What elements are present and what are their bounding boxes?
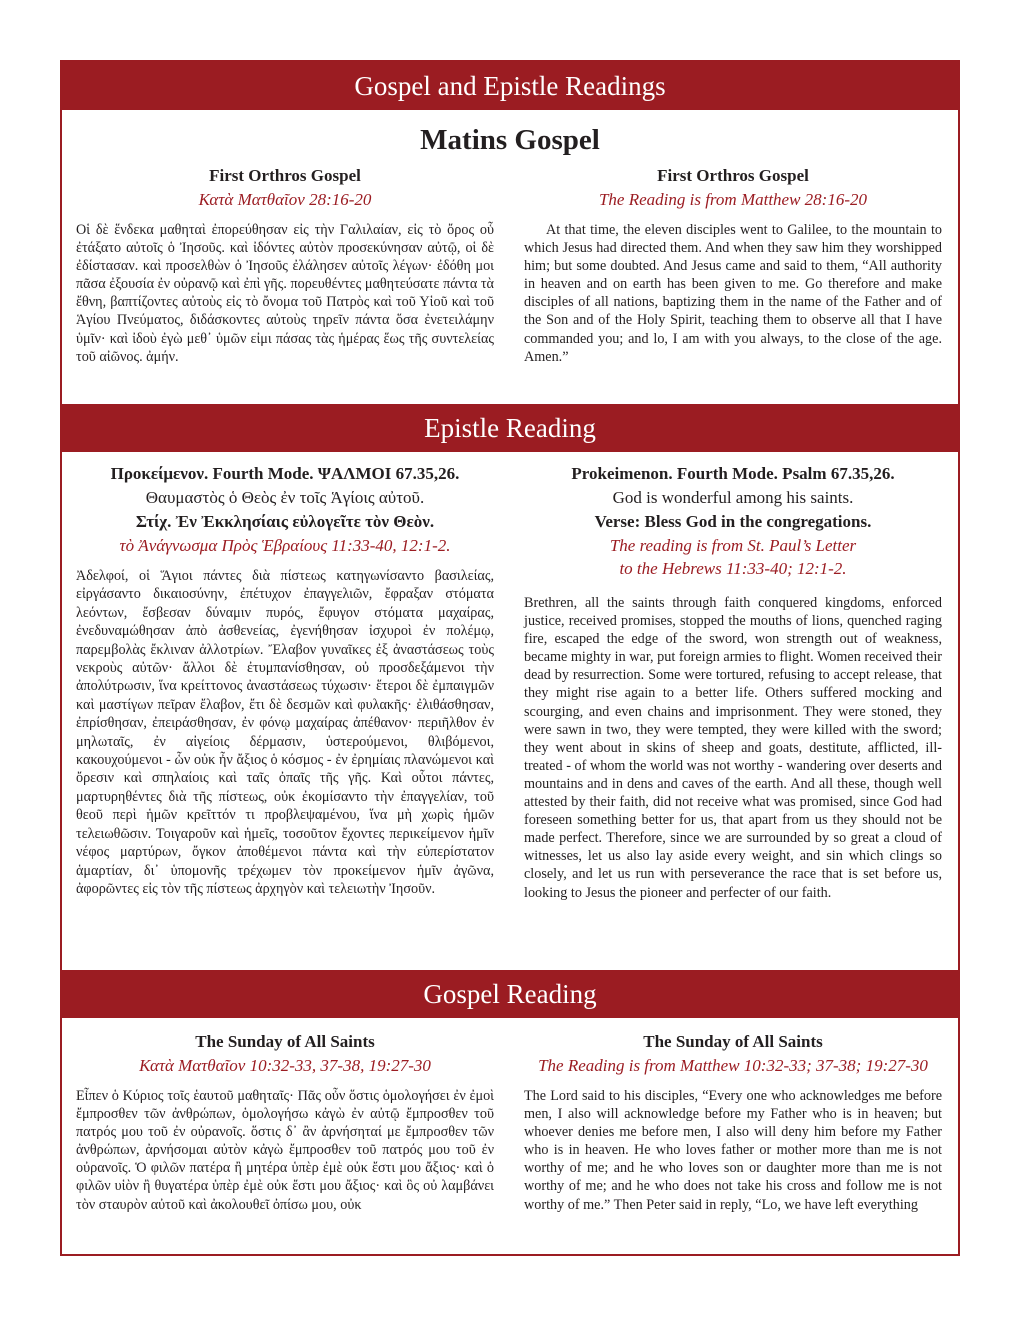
epistle-greek-column [76,462,494,898]
section-banner-gospel [62,970,958,1018]
gospel-greek-text: Εἶπεν ὁ Κύριος τοῖς ἑαυτοῦ μαθηταῖς· Πᾶς οὖν ὅστις ὁμολογήσει ἐν ἐμοὶ ἔμπροσθεν τῶν ἀνθρώπων, ὁμολογήσω κἀγὼ ἐν αὐτῷ ἔμπροσθεν τοῦ πατρός μου τοῦ ἐν οὐρανοῖς. ὅστις δ᾿ ἂν ἀρνήσηταί με ἔμπροσθεν τῶν ἀνθρώπων, ἀρνήσομαι αὐτὸν κἀγὼ ἔμπροσθεν τοῦ πατρός μου τοῦ ἐν οὐρανοῖς. Ὁ φιλῶν πατέρα ἢ μητέρα ὑπὲρ ἐμὲ οὐκ ἔστι μου ἄξιος· καὶ ὁ φιλῶν υἱὸν ἢ θυγατέρα ὑπὲρ ἐμὲ οὐκ ἔστι μου ἄξιος· καὶ ὃς οὐ λαμβάνει τὸν σταυρὸν αὐτοῦ καὶ ἀκολουθεῖ ὀπίσω μου, οὐκ [76,1088,494,1213]
gospel-english-text: The Lord said to his disciples, “Every one who acknowledges me before men, I also will acknowledge before my Father who is in heaven; but whoever denies me before men, I also will deny him before my Father who is in heaven. He who loves father or mother more than me is not worthy of me; and he who loves son or daughter more than me is not worthy of me; and he who does not take his cross and follow me is not worthy of me.” Then Peter said in reply, “Lo, we have left everything [524,1088,942,1213]
matins-greek-reference: Κατὰ Ματθαῖον 28:16-20 [198,190,372,209]
epistle-english-column [524,462,942,902]
gospel-english-column [524,1030,942,1214]
matins-title: Matins Gospel [420,124,600,156]
matins-greek-heading: First Orthros Gospel [209,166,361,185]
gospel-greek-column [76,1030,494,1214]
matins-greek-text: Οἱ δὲ ἕνδεκα μαθηταὶ ἐπορεύθησαν εἰς τὴν Γαλιλαίαν, εἰς τὸ ὄρος οὗ ἐτάξατο αὐτοῖς ὁ Ἰησοῦς. καὶ ἰδόντες αὐτὸν προσεκύνησαν αὐτῷ, οἱ δὲ ἐδίστασαν. καὶ προσελθὼν ὁ Ἰησοῦς ἐλάλησεν αὐτοῖς λέγων· ἐδόθη μοι πᾶσα ἐξουσία ἐν οὐρανῷ καὶ ἐπὶ γῆς. πορευθέντες μαθητεύσατε πάντα τὰ ἔθνη, βαπτίζοντες αὐτοὺς εἰς τὸ ὄνομα τοῦ Πατρὸς καὶ τοῦ Υἱοῦ καὶ τοῦ Ἁγίου Πνεύματος, διδάσκοντες αὐτοὺς τηρεῖν πάντα ὅσα ἐνετειλάμην ὑμῖν· καὶ ἰδοὺ ἐγὼ μεθ᾿ ὑμῶν εἰμι πάσας τὰς ἡμέρας ἕως τῆς συντελείας τοῦ αἰῶνος. ἀμήν. [76,222,494,365]
readings-frame [60,60,960,1256]
epistle-english-verse: Verse: Bless God in the congregations. [594,512,872,531]
section-title: Gospel and Epistle Readings [354,71,666,101]
epistle-english-line: God is wonderful among his saints. [612,488,854,507]
epistle-greek-verse: Στίχ. Ἐν Ἐκκλησίαις εὐλογεῖτε τὸν Θεὸν. [135,512,435,531]
epistle-english-prokeimenon: Prokeimenon. Fourth Mode. Psalm 67.35,26. [571,464,895,483]
gospel-english-heading: The Sunday of All Saints [643,1032,823,1051]
matins-greek-column [76,164,494,366]
epistle-english-reference-2: to the Hebrews 11:33-40; 12:1-2. [619,559,847,578]
matins-english-text: At that time, the eleven disciples went to Galilee, to the mountain to which Jesus had directed them. And when they saw him they worshipped him; but some doubted. And Jesus came and said to them, “All authority in heaven and on earth has been given to me. Go therefore and make disciples of all nations, baptizing them in the name of the Father and of the Son and of the Holy Spirit, teaching them to observe all that I have commanded you; and lo, I am with you always, to the close of the age. Amen.” [524,222,942,365]
epistle-greek-line: Θαυμαστὸς ὁ Θεὸς ἐν τοῖς Ἁγίοις αὐτοῦ. [145,488,425,507]
matins-english-reference: The Reading is from Matthew 28:16-20 [598,190,868,209]
section-banner-gospel-epistle [62,62,958,110]
matins-english-heading: First Orthros Gospel [657,166,809,185]
matins-english-column [524,164,942,366]
epistle-greek-reference: τὸ Ἀνάγνωσμα Πρὸς Ἑβραίους 11:33-40, 12:1-2. [119,536,451,555]
gospel-greek-heading: The Sunday of All Saints [195,1032,375,1051]
epistle-english-text: Brethren, all the saints through faith conquered kingdoms, enforced justice, received promises, stopped the mouths of lions, quenched raging fire, escaped the edge of the sword, won strength out of weakness, became mighty in war, put foreign armies to flight. Women received their dead by resurrection. Some were tortured, refusing to accept release, that they might rise again to a better life. Others suffered mocking and scourging, and even chains and imprisonment. They were stoned, they were sawn in two, they were tempted, they were killed with the sword; they went about in skins of sheep and goats, destitute, afflicted, ill-treated - of whom the world was not worthy - wandering over deserts and mountains and in dens and caves of the earth. And all these, though well attested by their faith, did not receive what was promised, since God had foreseen something better for us, that apart from us they should not be made perfect. Therefore, since we are surrounded by so great a cloud of witnesses, let us also lay aside every weight, and sin which clings so closely, and let us run with perseverance the race that is set before us, looking to Jesus the pioneer and perfecter of our faith. [524,595,942,901]
section-title: Gospel Reading [423,979,597,1009]
epistle-greek-prokeimenon: Προκείμενον. Fourth Mode. ΨΑΛΜΟΙ 67.35,26. [110,464,460,483]
section-title: Epistle Reading [424,413,596,443]
section-banner-epistle [62,404,958,452]
epistle-english-reference-1: The reading is from St. Paul’s Letter [609,536,857,555]
gospel-english-reference: The Reading is from Matthew 10:32-33; 37-38; 19:27-30 [538,1056,928,1075]
gospel-greek-reference: Κατὰ Ματθαῖον 10:32-33, 37-38, 19:27-30 [139,1056,431,1075]
epistle-greek-text: Ἀδελφοί, οἱ Ἅγιοι πάντες διὰ πίστεως κατηγωνίσαντο βασιλείας, εἰργάσαντο δικαιοσύνην, ἐπέτυχον ἐπαγγελιῶν, ἔφραξαν στόματα λεόντων, ἔσβεσαν δύναμιν πυρός, ἔφυγον στόματα μαχαίρας, ἐνεδυναμώθησαν ἀπὸ ἀσθενείας, ἐγενήθησαν ἰσχυροὶ ἐν πολέμῳ, παρεμβολὰς ἔκλιναν ἀλλοτρίων. Ἔλαβον γυναῖκες ἐξ ἀναστάσεως τοὺς νεκροὺς αὐτῶν· ἄλλοι δὲ ἐτυμπανίσθησαν, οὐ προσδεξάμενοι τὴν ἀπολύτρωσιν, ἵνα κρείττονος ἀναστάσεως τύχωσιν· ἕτεροι δὲ ἐμπαιγμῶν καὶ μαστίγων πεῖραν ἔλαβον, ἔτι δὲ δεσμῶν καὶ φυλακῆς· ἐλιθάσθησαν, ἐπρίσθησαν, ἐπειράσθησαν, ἐν φόνῳ μαχαίρας ἀπέθανον· περιῆλθον ἐν μηλωταῖς, ἐν αἰγείοις δέρμασιν, ὑστερούμενοι, θλιβόμενοι, κακουχούμενοι - ὧν οὐκ ἦν ἄξιος ὁ κόσμος - ἐν ἐρημίαις πλανώμενοι καὶ ὄρεσιν καὶ σπηλαίοις καὶ ταῖς ὀπαῖς τῆς γῆς. Καὶ οὗτοι πάντες, μαρτυρηθέντες διὰ τῆς πίστεως, οὐκ ἐκομίσαντο τὴν ἐπαγγελίαν, τοῦ θεοῦ περὶ ἡμῶν κρεῖττόν τι προβλεψαμένου, ἵνα μὴ χωρὶς ἡμῶν τελειωθῶσιν. Τοιγαροῦν καὶ ἡμεῖς, τοσοῦτον ἔχοντες περικείμενον ἡμῖν νέφος μαρτύρων, ὄγκον ἀποθέμενοι πάντα καὶ τὴν εὐπερίστατον ἁμαρτίαν, δι᾿ ὑπομονῆς τρέχωμεν τὸν προκείμενον ἡμῖν ἀγῶνα, ἀφορῶντες εἰς τὸν τῆς πίστεως ἀρχηγὸν καὶ τελειωτὴν Ἰησοῦν. [76,568,494,897]
